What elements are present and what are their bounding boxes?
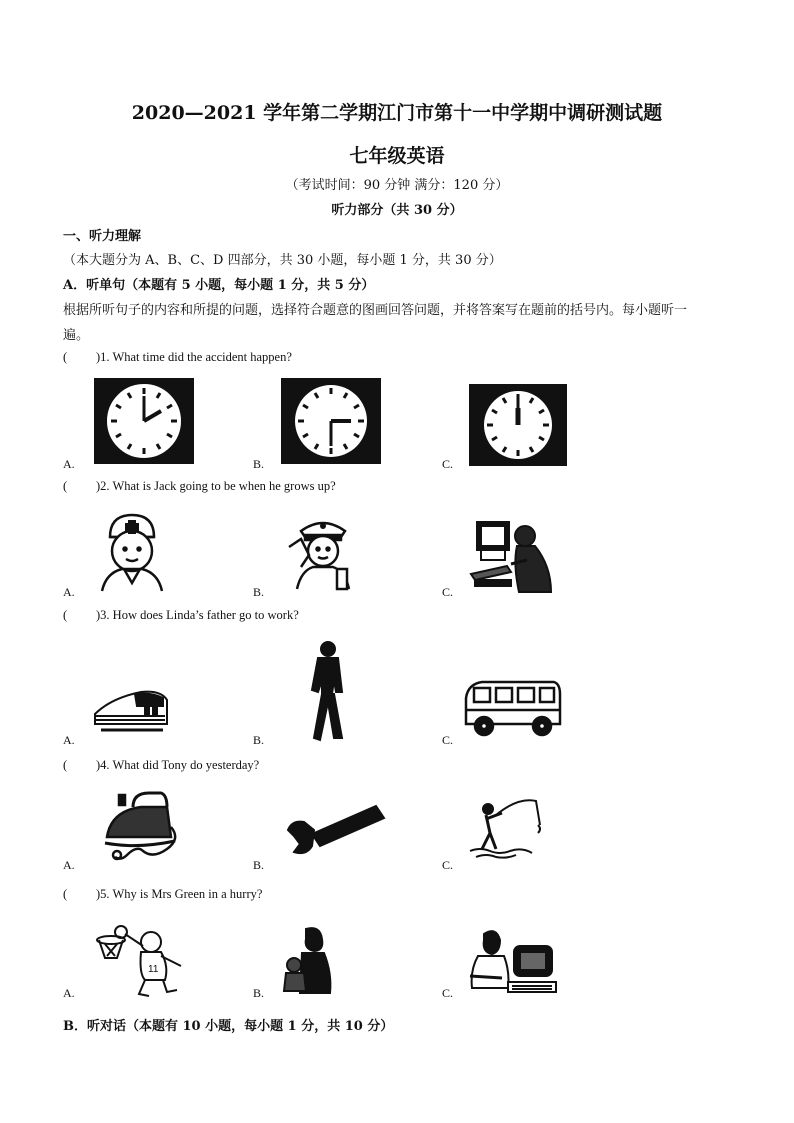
option-label-c: C. xyxy=(442,457,454,471)
page-title: 2020—2021 学年第二学期江门市第十一中学期中调研测试题 xyxy=(131,102,663,124)
fishing-icon xyxy=(466,795,546,859)
answer-paren[interactable]: ( xyxy=(63,758,68,772)
partA-title: A．听单句（本题有 5 小题，每小题 1 分，共 5 分） xyxy=(63,278,375,293)
option-label-a: A. xyxy=(63,457,75,471)
answer-paren[interactable]: ( xyxy=(63,350,68,364)
question-2: ( )2. What is Jack going to be when he grows up? xyxy=(63,479,336,493)
doctor-icon xyxy=(96,507,168,593)
basketball-icon xyxy=(95,922,187,998)
iron-icon xyxy=(97,787,181,865)
option-label-b: B. xyxy=(253,986,265,1000)
option-label-a: A. xyxy=(63,585,75,599)
option-label-b: B. xyxy=(253,457,265,471)
partB-title: B．听对话（本题有 10 小题，每小题 1 分，共 10 分） xyxy=(63,1019,394,1034)
office-man-icon xyxy=(464,926,560,998)
answer-paren[interactable]: ( xyxy=(63,887,68,901)
question-5: ( )5. Why is Mrs Green in a hurry? xyxy=(63,887,263,901)
section-heading: 一、听力理解 xyxy=(63,229,142,244)
section-desc: （本大题分为 A、B、C、D 四部分，共 30 小题，每小题 1 分，共 30 分） xyxy=(63,253,502,268)
option-label-c: C. xyxy=(442,858,454,872)
question-4: ( )4. What did Tony do yesterday? xyxy=(63,758,260,772)
option-label-b: B. xyxy=(253,858,265,872)
part-title: 听力部分（共 30 分） xyxy=(331,203,463,218)
mother-child-icon xyxy=(280,925,336,995)
svg-text:11: 11 xyxy=(148,964,159,975)
question-1: ( )1. What time did the accident happen? xyxy=(63,350,292,364)
policeman-icon xyxy=(283,511,361,591)
exam-info: （考试时间：90 分钟 满分：120 分） xyxy=(285,178,509,193)
partA-instruction-2: 遍。 xyxy=(63,328,90,343)
option-label-c: C. xyxy=(442,585,454,599)
wrench-icon xyxy=(282,800,388,862)
option-label-b: B. xyxy=(253,733,265,747)
answer-paren[interactable]: ( xyxy=(63,479,68,493)
option-label-c: C. xyxy=(442,733,454,747)
clock-two-icon xyxy=(94,378,194,464)
option-label-c: C. xyxy=(442,986,454,1000)
question-3: ( )3. How does Linda’s father go to work? xyxy=(63,608,299,622)
option-label-a: A. xyxy=(63,986,75,1000)
walking-man-icon xyxy=(304,640,354,744)
partA-instruction-1: 根据所听句子的内容和所提的问题，选择符合题意的图画回答问题，并将答案写在题前的括号内。每小题听一 xyxy=(63,303,688,318)
page-subtitle: 七年级英语 xyxy=(349,145,445,167)
option-label-a: A. xyxy=(63,733,75,747)
option-label-a: A. xyxy=(63,858,75,872)
van-icon xyxy=(460,674,564,740)
computer-worker-icon xyxy=(467,516,553,594)
clock-twelve-icon xyxy=(469,384,567,466)
clock-three-icon xyxy=(281,378,381,464)
answer-paren[interactable]: ( xyxy=(63,608,68,622)
train-icon xyxy=(91,684,171,736)
option-label-b: B. xyxy=(253,585,265,599)
